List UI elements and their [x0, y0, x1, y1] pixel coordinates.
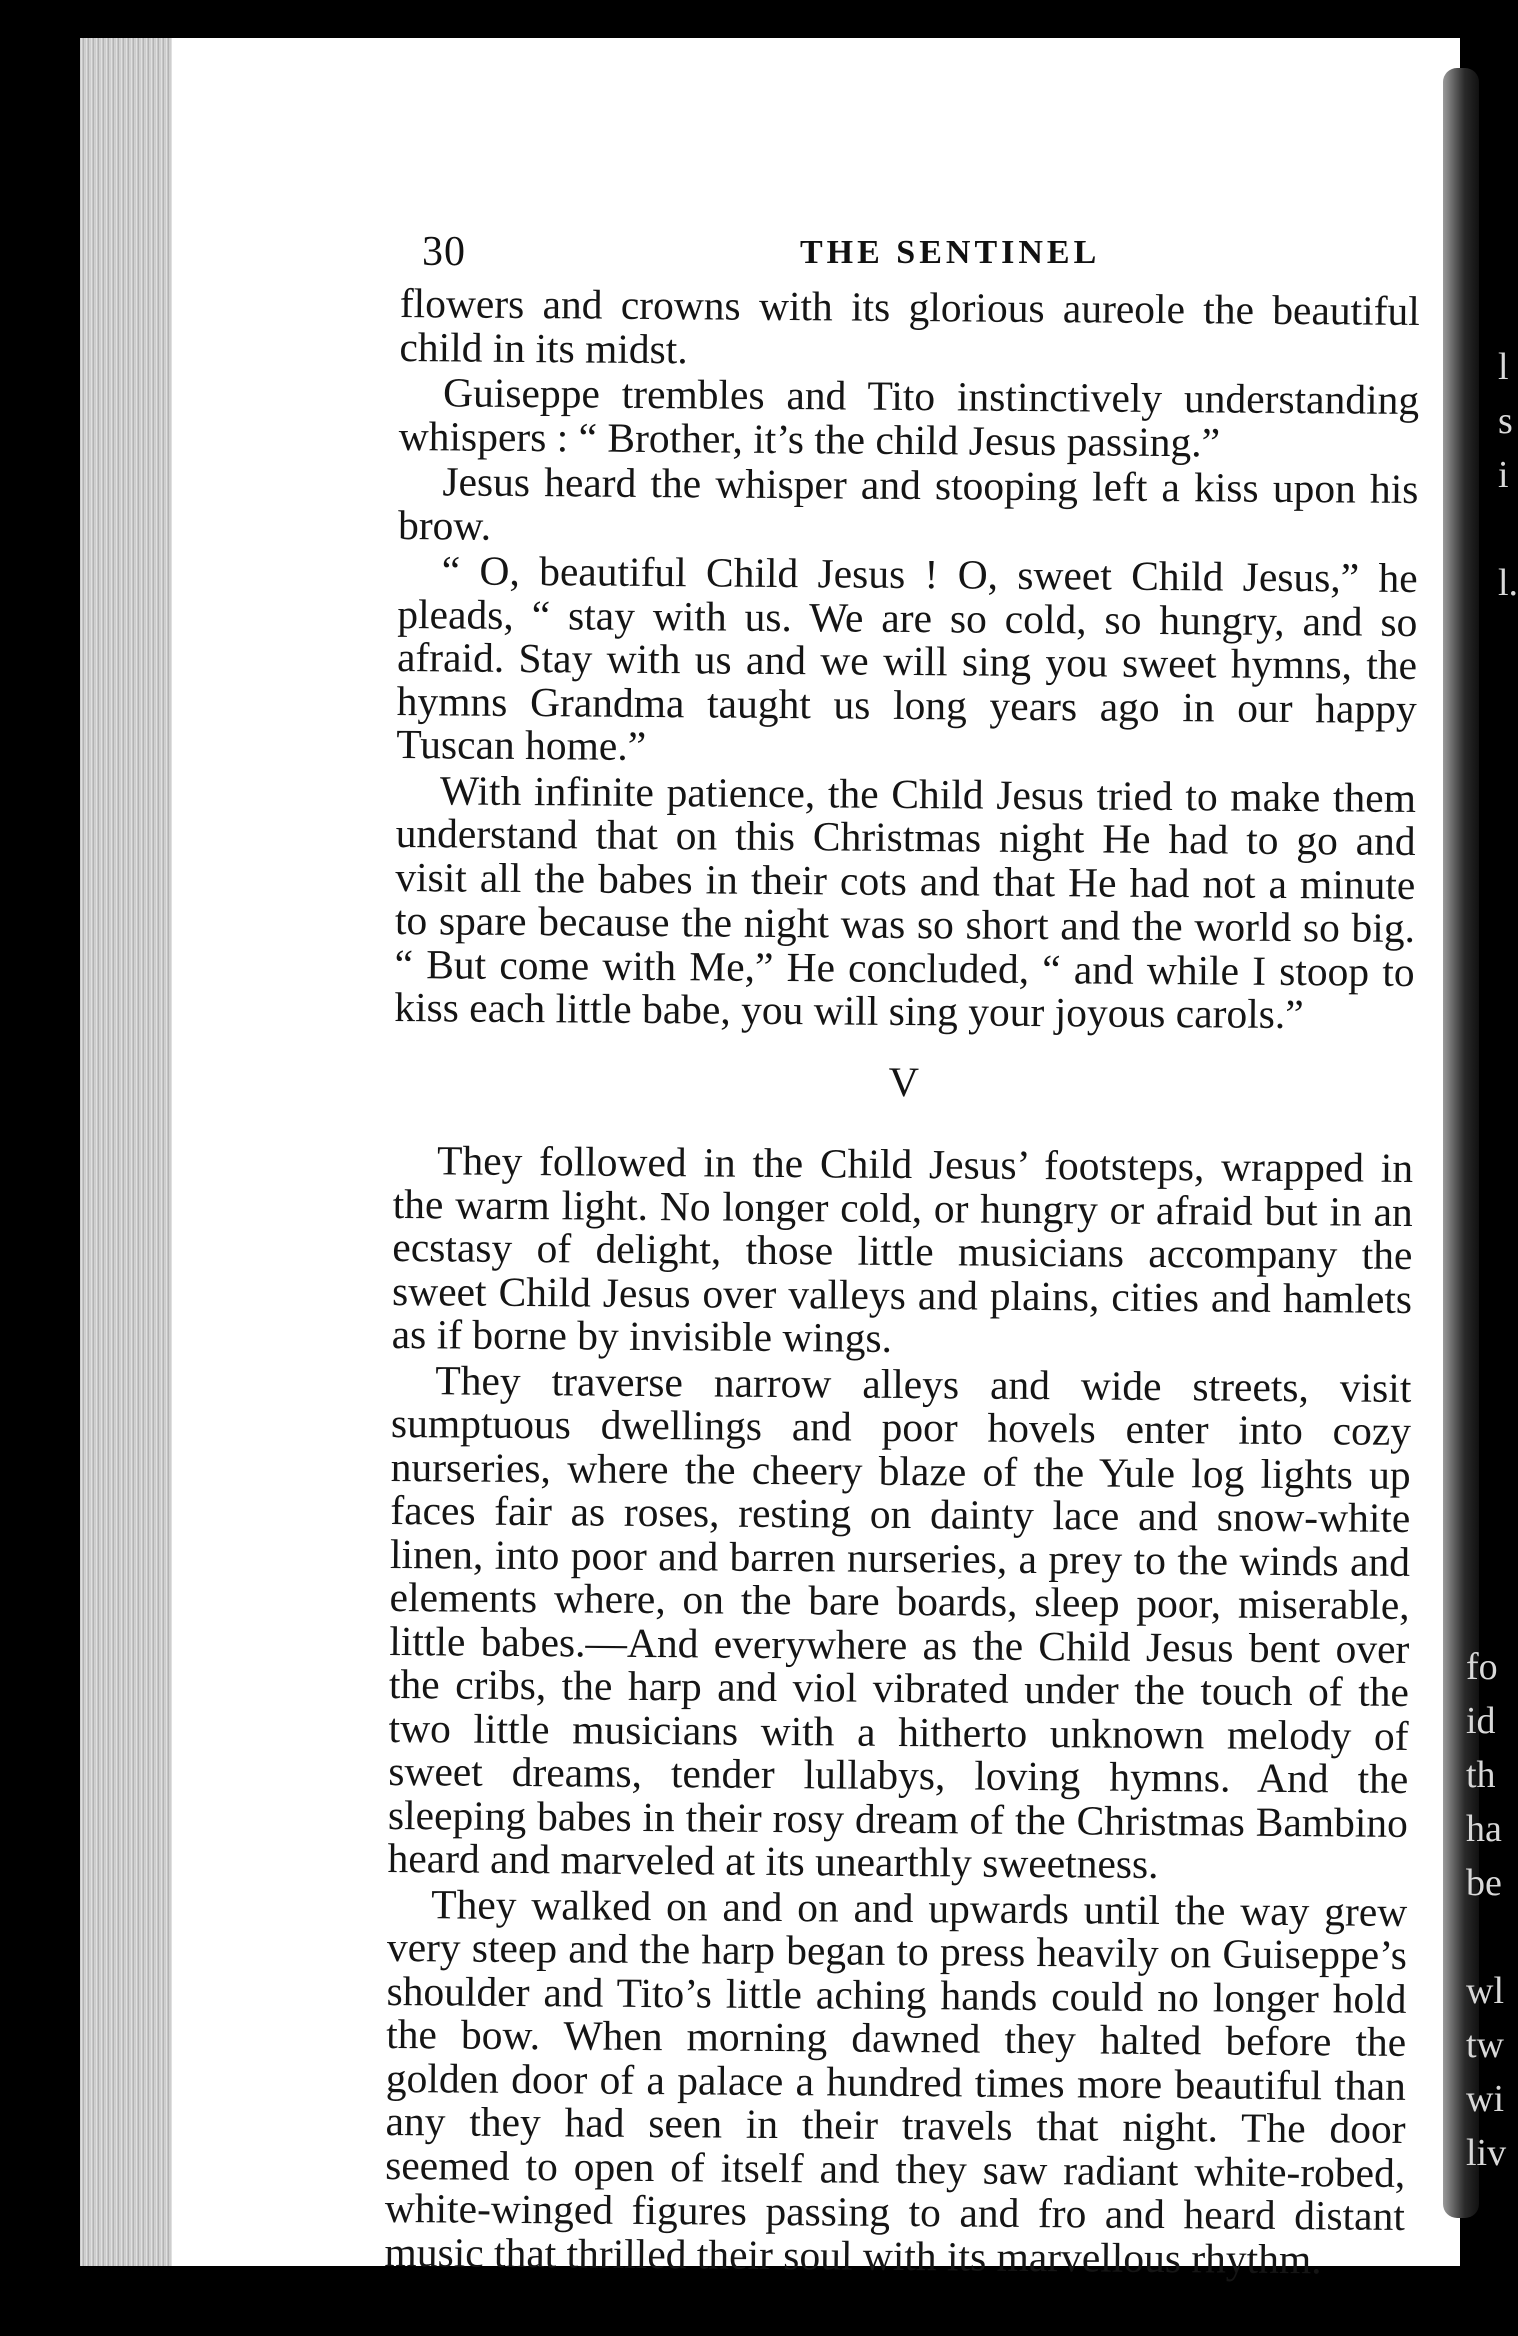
section-heading: V	[888, 1059, 920, 1106]
fragment	[1498, 502, 1518, 556]
paragraph: “ O, beautiful Child Jesus ! O, sweet Child Jesus,” he pleads, “ stay with us. We are so cold, so hungry, and so afraid. Stay with us and we will sing you sweet hymns, the hymns Grandma taught us long years ago in our happy Tuscan home.”	[396, 547, 1418, 769]
fragment: i	[1498, 454, 1509, 496]
fragment: wi	[1466, 2078, 1504, 2120]
fragment: l.	[1498, 562, 1518, 604]
paragraph: They walked on and on and upwards until the way grew very steep and the harp began to press heavily on Guiseppe’s shoulder and Tito’s little aching hands could no longer hold the bow. When morning dawned they halted before the golden door of a palace a hundred times more beautiful than any they had seen in their travels that night. The door seemed to open of itself and they saw radiant white-robed, white-winged figures passing to and fro and heard distant music that thrilled their soul with its marvellous rhythm.	[384, 1880, 1408, 2282]
fragment: th	[1466, 1754, 1496, 1796]
fragment: l	[1498, 346, 1509, 388]
paragraph: Jesus heard the whisper and stooping left a kiss upon his brow.	[397, 458, 1419, 549]
paragraph: flowers and crowns with its glorious aureole the beautiful child in its midst.	[399, 280, 1420, 372]
fragment: liv	[1466, 2132, 1507, 2174]
paragraph: They traverse narrow alleys and wide streets, visit sumptuous dwellings and poor hovels enter into cozy nurseries, where the cheery blaze of the Yule log lights up faces fair as roses, resting on dainty lace and snow-white linen, into poor and barren nurseries, a prey to the winds and elements where, on the bare boards, sleep poor, miserable, little babes.—And everywhere as the Child Jesus bent over the cribs, the harp and viol vibrated under the touch of the two little musicians with a hitherto unknown melody of sweet dreams, tender lullabys, loving hymns. And the sleeping babes in their rosy dream of the Christmas Bambino heard and marveled at its unearthly sweetness.	[387, 1356, 1412, 1888]
body-text	[384, 282, 1420, 2284]
fragment: tw	[1466, 2024, 1504, 2066]
paragraph: Guiseppe trembles and Tito instinctively understanding whispers : “ Brother, it’s the child Jesus passing.”	[398, 369, 1420, 465]
fragment: be	[1466, 1862, 1502, 1904]
page-gutter	[80, 38, 172, 2266]
fragment: s	[1498, 400, 1513, 442]
running-title: THE SENTINEL	[800, 234, 1101, 271]
page-number: 30	[422, 229, 466, 275]
fragment: ha	[1466, 1808, 1502, 1850]
fragment	[1466, 1910, 1504, 1964]
fragment: id	[1466, 1700, 1496, 1742]
paragraph: They followed in the Child Jesus’ footsteps, wrapped in the warm light. No longer cold, or hungry or afraid but in an ecstasy of delight, those little musicians accompany the sweet Child Jesus over valleys and plains, cities and hamlets as if borne by invisible wings.	[391, 1137, 1414, 1361]
paragraph: With infinite patience, the Child Jesus tried to make them understand that on this Christmas night He had to go and visit all the babes in their cots and that He had not a minute to spare because the night was so short and the world so big. “ But come with Me,” He concluded, “ and while I stoop to kiss each little babe, you will sing your joyous carols.”	[394, 766, 1417, 1038]
neighbor-page-fragments-bottom	[1466, 1640, 1507, 2180]
fragment: wl	[1466, 1970, 1504, 2012]
fragment: fo	[1466, 1646, 1498, 1688]
neighbor-page-fragments-top	[1498, 340, 1518, 610]
page-header	[340, 228, 1440, 288]
